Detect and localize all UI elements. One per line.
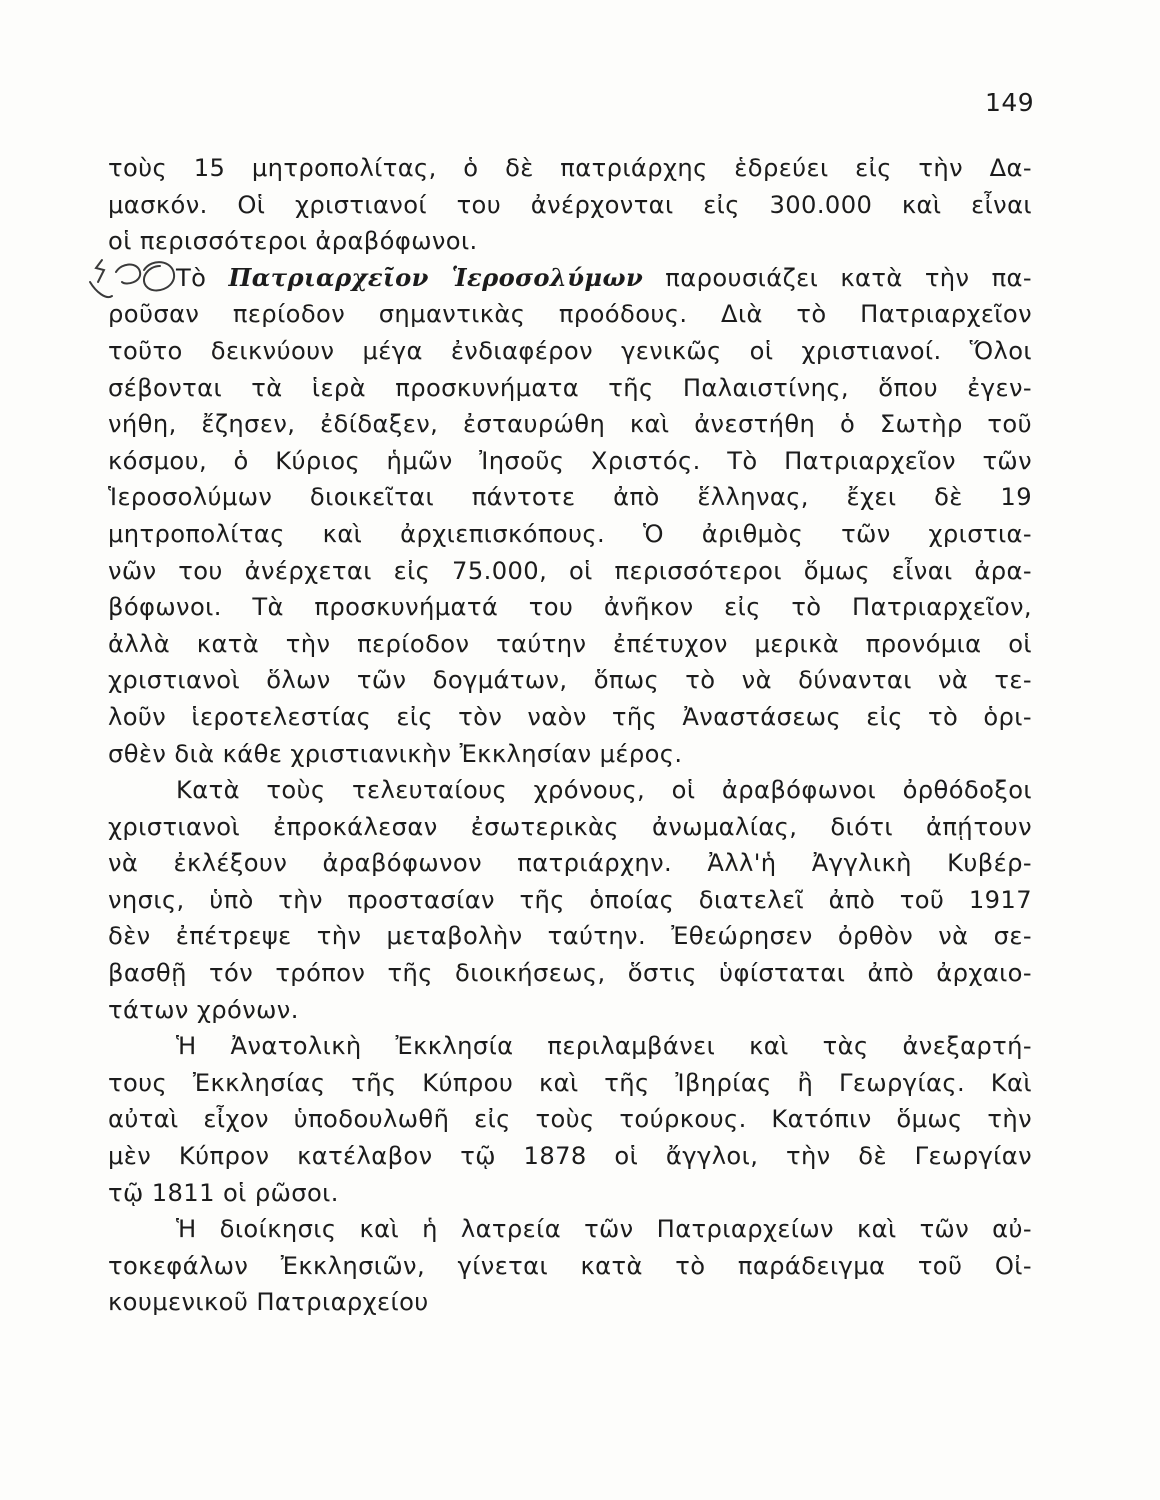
text-line: σέβονται τὰ ἱερὰ προσκυνήματα τῆς Παλαιστίνης, ὅπου ἐγεν-	[108, 373, 1032, 402]
body-text	[108, 150, 1032, 1321]
text-line: τοὺς 15 μητροπολίτας, ὁ δὲ πατριάρχης ἑδρεύει εἰς τὴν Δα-	[108, 154, 1032, 182]
text-line: νησις, ὑπὸ τὴν προστασίαν τῆς ὁποίας διατελεῖ ἀπὸ τοῦ 1917	[108, 885, 1032, 914]
text-line: ἀλλὰ κατὰ τὴν περίοδον ταύτην ἐπέτυχον μερικὰ προνόμια οἱ	[108, 629, 1032, 658]
text-line: μητροπολίτας καὶ ἀρχιεπισκόπους. Ὁ ἀριθμὸς τῶν χριστια-	[108, 519, 1032, 548]
emphasis-title: Πατριαρχεῖον Ἱεροσολύμων	[228, 262, 644, 292]
text-line: Κατὰ τοὺς τελευταίους χρόνους, οἱ ἀραβόφωνοι ὀρθόδοξοι	[176, 776, 1032, 805]
text-line: μὲν Κύπρον κατέλαβον τῷ 1878 οἱ ἄγγλοι, τὴν δὲ Γεωργίαν	[108, 1142, 1032, 1171]
text-line: τους Ἐκκλησίας τῆς Κύπρου καὶ τῆς Ἰβηρίας ἢ Γεωργίας. Καὶ	[108, 1068, 1032, 1097]
text-line: χριστιανοὶ ἐπροκάλεσαν ἐσωτερικὰς ἀνωμαλίας, διότι ἀπῄτουν	[108, 812, 1032, 841]
paragraph-lead-rest: παρουσιάζει κατὰ τὴν πα-	[643, 263, 1033, 292]
text-line: ροῦσαν περίοδον σημαντικὰς προόδους. Διὰ τὸ Πατριαρχεῖον	[108, 300, 1032, 329]
text-line: Ἡ Ἀνατολικὴ Ἐκκλησία περιλαμβάνει καὶ τὰς ἀνεξαρτή-	[176, 1032, 1032, 1061]
text-line: σθὲν διὰ κάθε χριστιανικὴν Ἐκκλησίαν μέρος.	[108, 739, 683, 768]
text-line: νὰ ἐκλέξουν ἀραβόφωνον πατριάρχην. Ἀλλ'ἡ Ἀγγλικὴ Κυβέρ-	[108, 849, 1032, 878]
page-number: 149	[985, 88, 1035, 117]
text-line: τῷ 1811 οἱ ρῶσοι.	[108, 1178, 339, 1207]
text-line: Ἡ διοίκησις καὶ ἡ λατρεία τῶν Πατριαρχείων καὶ τῶν αὐ-	[176, 1215, 1032, 1244]
text-line: αὐταὶ εἶχον ὑποδουλωθῆ εἰς τοὺς τούρκους. Κατόπιν ὅμως τὴν	[108, 1105, 1032, 1134]
text-line	[108, 260, 1032, 297]
paragraph-lead: Τὸ	[176, 263, 229, 292]
text-line: βασθῇ τόν τρόπον τῆς διοικήσεως, ὅστις ὑφίσταται ἀπὸ ἀρχαιο-	[108, 959, 1032, 988]
text-line: τοῦτο δεικνύουν μέγα ἐνδιαφέρον γενικῶς οἱ χριστιανοί. Ὅλοι	[108, 336, 1032, 365]
text-line: χριστιανοὶ ὅλων τῶν δογμάτων, ὅπως τὸ νὰ δύνανται νὰ τε-	[108, 666, 1032, 695]
text-line: δὲν ἐπέτρεψε τὴν μεταβολὴν ταύτην. Ἐθεώρησεν ὀρθὸν νὰ σε-	[108, 922, 1032, 951]
text-line: τάτων χρόνων.	[108, 995, 299, 1024]
text-line: κόσμου, ὁ Κύριος ἡμῶν Ἰησοῦς Χριστός. Τὸ Πατριαρχεῖον τῶν	[108, 446, 1032, 475]
text-line: νῶν του ἀνέρχεται εἰς 75.000, οἱ περισσότεροι ὅμως εἶναι ἀρα-	[108, 556, 1032, 585]
text-line: βόφωνοι. Τὰ προσκυνήματά του ἀνῆκον εἰς τὸ Πατριαρχεῖον,	[108, 593, 1032, 622]
text-line: οἱ περισσότεροι ἀραβόφωνοι.	[108, 227, 478, 256]
text-line: κουμενικοῦ Πατριαρχείου	[108, 1288, 429, 1317]
text-line: τοκεφάλων Ἐκκλησιῶν, γίνεται κατὰ τὸ παράδειγμα τοῦ Οἰ-	[108, 1251, 1032, 1280]
text-line: νήθη, ἔζησεν, ἐδίδαξεν, ἐσταυρώθη καὶ ἀνεστήθη ὁ Σωτὴρ τοῦ	[108, 410, 1032, 439]
text-line: μασκόν. Οἱ χριστιανοί του ἀνέρχονται εἰς 300.000 καὶ εἶναι	[108, 190, 1032, 219]
text-line: λοῦν ἱεροτελεστίας εἰς τὸν ναὸν τῆς Ἀναστάσεως εἰς τὸ ὁρι-	[108, 702, 1032, 731]
text-line: Ἱεροσολύμων διοικεῖται πάντοτε ἀπὸ ἕλληνας, ἔχει δὲ 19	[108, 483, 1032, 512]
